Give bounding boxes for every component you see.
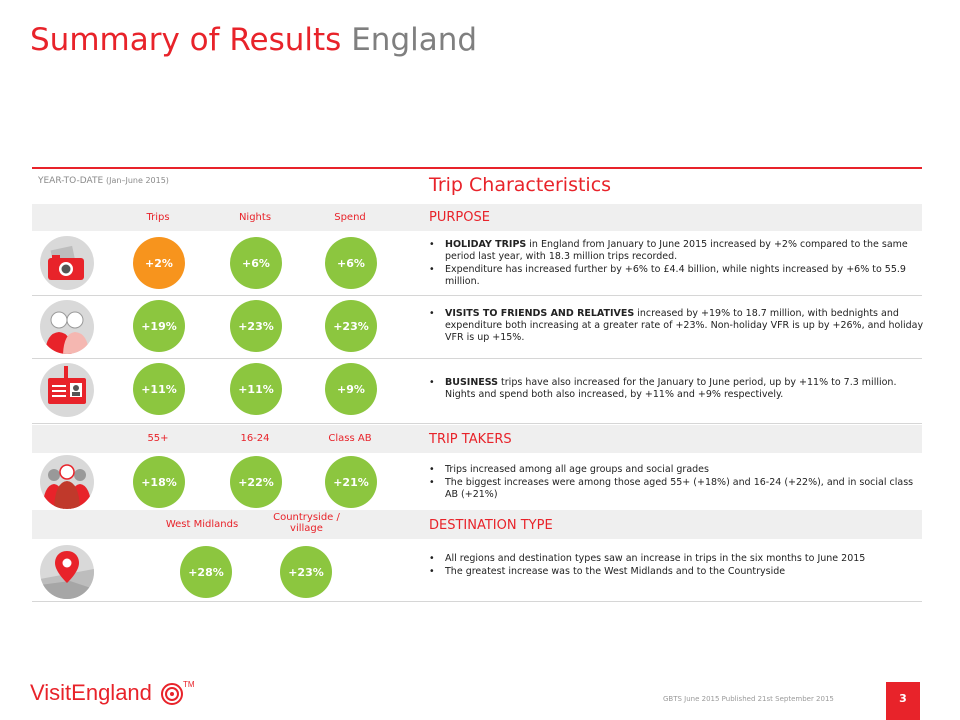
list-item: • All regions and destination types saw an increase in trips in the six months to June 2015 — [429, 553, 924, 565]
column-header-16-24: 16-24 — [240, 433, 270, 444]
section-title: Trip Characteristics — [429, 174, 612, 196]
destination-bullets — [429, 553, 924, 579]
holiday-bullets — [429, 239, 924, 289]
business-row — [32, 359, 922, 424]
west-midlands-value: +28% — [180, 546, 232, 598]
column-header-nights: Nights — [238, 212, 272, 223]
vfr-bullets — [429, 308, 924, 345]
destination-header-band — [32, 510, 922, 539]
purpose-heading: PURPOSE — [429, 210, 490, 225]
trip-takers-row — [32, 453, 922, 509]
list-item: • VISITS TO FRIENDS AND RELATIVES increased by +19% to 18.7 million, with bednights and expenditure both increasing at a greater rate of +23%. Non-holiday VFR is up by +26%, and holiday VFR is up +15%. — [429, 308, 924, 344]
column-header-west-midlands: West Midlands — [165, 519, 239, 530]
trip-takers-bullets — [429, 464, 924, 502]
purpose-header-band — [32, 204, 922, 231]
header-divider — [32, 167, 922, 169]
vfr-trips-value: +19% — [133, 300, 185, 352]
list-item: • HOLIDAY TRIPS in England from January to June 2015 increased by +2% compared to the same period last year, with 18.3 million trips recorded. — [429, 239, 924, 263]
countryside-value: +23% — [280, 546, 332, 598]
list-item: • BUSINESS trips have also increased for the January to June period, up by +11% to 7.3 million. Nights and spend both also increased, by +11% and +9% respectively. — [429, 377, 924, 401]
column-header-countryside: Countryside / village — [273, 512, 340, 534]
camera-icon — [40, 236, 94, 290]
business-spend-value: +9% — [325, 363, 377, 415]
people-group-icon — [40, 455, 94, 509]
holiday-row — [32, 231, 922, 296]
holiday-spend-value: +6% — [325, 237, 377, 289]
vfr-row — [32, 296, 922, 359]
id-badge-icon — [40, 363, 94, 417]
business-nights-value: +11% — [230, 363, 282, 415]
column-header-class-ab: Class AB — [328, 433, 372, 444]
column-header-trips: Trips — [146, 212, 170, 223]
list-item: • Trips increased among all age groups and social grades — [429, 464, 924, 476]
age-55plus-value: +18% — [133, 456, 185, 508]
age-16-24-value: +22% — [230, 456, 282, 508]
rose-logo-icon — [161, 683, 183, 705]
destination-row — [32, 539, 922, 602]
vfr-nights-value: +23% — [230, 300, 282, 352]
source-footnote: GBTS June 2015 Published 21st September 2015 — [663, 695, 834, 703]
business-bullets — [429, 377, 924, 402]
page-number: 3 — [886, 682, 920, 720]
visitengland-logo: VisitEngland ™ — [30, 680, 195, 705]
page-title: Summary of Results England — [30, 22, 478, 58]
business-trips-value: +11% — [133, 363, 185, 415]
column-header-55plus: 55+ — [147, 433, 169, 444]
list-item: • The greatest increase was to the West Midlands and to the Countryside — [429, 566, 924, 578]
destination-heading: DESTINATION TYPE — [429, 518, 553, 533]
couple-icon — [40, 300, 94, 354]
column-header-spend: Spend — [334, 212, 366, 223]
class-ab-value: +21% — [325, 456, 377, 508]
period-label: YEAR-TO-DATE (Jan–June 2015) — [38, 176, 169, 186]
holiday-nights-value: +6% — [230, 237, 282, 289]
vfr-spend-value: +23% — [325, 300, 377, 352]
list-item: • Expenditure has increased further by +6% to £4.4 billion, while nights increased by +6% to 55.9 million. — [429, 264, 924, 288]
map-pin-icon — [40, 545, 94, 599]
holiday-trips-value: +2% — [133, 237, 185, 289]
list-item: • The biggest increases were among those aged 55+ (+18%) and 16-24 (+22%), and in social class AB (+21%) — [429, 477, 924, 501]
trip-takers-header-band — [32, 425, 922, 453]
trip-takers-heading: TRIP TAKERS — [429, 432, 512, 447]
